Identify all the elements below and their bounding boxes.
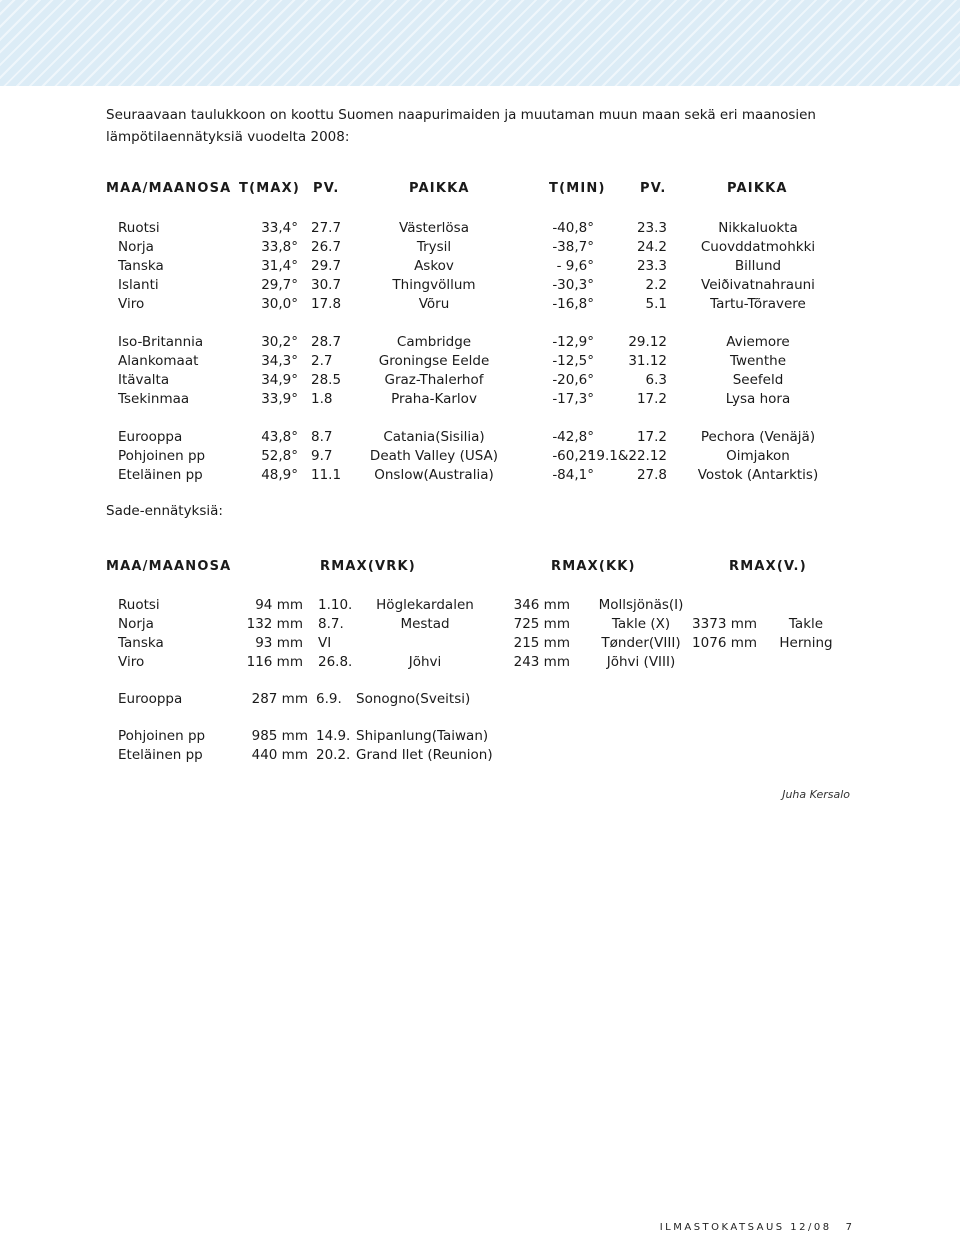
cell-place-max: Graz-Thalerhof (384, 372, 484, 388)
cell-t-min: -60,2° (552, 448, 594, 464)
cell-t-max: 48,9° (261, 467, 298, 483)
table-row (0, 746, 960, 765)
cell-t-min: -12,5° (552, 353, 594, 369)
cell-t-max: 34,3° (261, 353, 298, 369)
cell-t-min: -20,6° (552, 372, 594, 388)
cell-rmax-month: 215 mm (513, 635, 570, 651)
cell-t-min: -40,8° (552, 220, 594, 236)
table-row (0, 615, 960, 634)
cell-country: Ruotsi (118, 597, 160, 613)
cell-place-min: Lysa hora (725, 391, 791, 407)
cell-rmax-year: 1076 mm (692, 635, 757, 651)
cell-t-min: - 9,6° (556, 258, 594, 274)
cell-t-max: 33,8° (261, 239, 298, 255)
cell-place-max: Death Valley (USA) (369, 448, 499, 464)
cell-day-min: 23.3 (636, 220, 667, 236)
cell-rmax-day-date: 6.9. (316, 691, 342, 707)
cell-place-min: Oimjakon (726, 448, 790, 464)
cell-rmax-month: 243 mm (513, 654, 570, 670)
table-row (0, 371, 960, 390)
cell-rmax-day: 985 mm (251, 728, 308, 744)
cell-rmax-month: 346 mm (513, 597, 570, 613)
header-country: MAA/MAANOSA (106, 559, 232, 574)
cell-day-min: 27.8 (636, 467, 667, 483)
cell-day-min: 2.2 (645, 277, 667, 293)
header-banner (0, 0, 960, 86)
header-day-max: PV. (313, 181, 340, 196)
cell-place-min: Tartu-Tõravere (710, 296, 806, 312)
cell-country: Alankomaat (118, 353, 199, 369)
cell-t-min: -12,9° (552, 334, 594, 350)
cell-t-max: 29,7° (261, 277, 298, 293)
cell-t-max: 43,8° (261, 429, 298, 445)
publication-name: ILMASTOKATSAUS 12/08 (659, 1222, 832, 1233)
cell-rmax-day-date: 8.7. (318, 616, 344, 632)
cell-rmax-day-date: 1.10. (318, 597, 353, 613)
cell-country: Ruotsi (118, 220, 160, 236)
cell-place-max: Västerlösa (399, 220, 469, 236)
cell-rmax-day-date: VI (318, 635, 332, 651)
cell-day-min: 17.2 (636, 429, 667, 445)
cell-t-min: -84,1° (552, 467, 594, 483)
header-rmax-month: RMAX(KK) (551, 559, 636, 574)
cell-day-min: 24.2 (636, 239, 667, 255)
cell-place-max: Praha-Karlov (391, 391, 477, 407)
cell-t-max: 52,8° (261, 448, 298, 464)
cell-place-min: Aviemore (726, 334, 790, 350)
header-place-min: PAIKKA (727, 181, 788, 196)
cell-country: Eteläinen pp (118, 747, 203, 763)
cell-rmax-month: 725 mm (513, 616, 570, 632)
cell-rmax-year: 3373 mm (692, 616, 757, 632)
cell-t-max: 31,4° (261, 258, 298, 274)
cell-rmax-day-date: 26.8. (318, 654, 353, 670)
cell-rmax-day: 93 mm (255, 635, 303, 651)
table-row (0, 690, 960, 709)
cell-place-max: Thingvöllum (392, 277, 476, 293)
cell-rmax-day: 287 mm (251, 691, 308, 707)
cell-day-max: 30.7 (311, 277, 342, 293)
table-row (0, 390, 960, 409)
cell-country: Eurooppa (118, 691, 183, 707)
table-row (0, 276, 960, 295)
cell-place-max: Askov (414, 258, 454, 274)
table-row (0, 634, 960, 653)
cell-country: Pohjoinen pp (118, 728, 206, 744)
cell-country: Eteläinen pp (118, 467, 203, 483)
rain-records-title: Sade-ennätyksiä: (106, 503, 223, 519)
cell-country: Eurooppa (118, 429, 183, 445)
table-row (0, 466, 960, 485)
cell-day-max: 26.7 (311, 239, 342, 255)
cell-day-min: 5.1 (645, 296, 667, 312)
cell-t-min: -38,7° (552, 239, 594, 255)
cell-t-max: 33,4° (261, 220, 298, 236)
cell-rmax-day-place: Jõhvi (408, 654, 442, 670)
cell-rmax-day-date: 20.2. (316, 747, 351, 763)
cell-place-min: Vostok (Antarktis) (697, 467, 819, 483)
cell-day-min: 23.3 (636, 258, 667, 274)
cell-t-min: -30,3° (552, 277, 594, 293)
cell-day-max: 29.7 (311, 258, 342, 274)
cell-rmax-day: 132 mm (246, 616, 303, 632)
cell-day-min: 17.2 (636, 391, 667, 407)
cell-country: Iso-Britannia (118, 334, 204, 350)
cell-rmax-month-place: Jõhvi (VIII) (606, 654, 676, 670)
cell-t-min: -17,3° (552, 391, 594, 407)
cell-rmax-day: 116 mm (246, 654, 303, 670)
table-row (0, 238, 960, 257)
table-row (0, 447, 960, 466)
cell-t-max: 33,9° (261, 391, 298, 407)
table-row (0, 428, 960, 447)
page-number: 7 (845, 1222, 852, 1233)
table-row (0, 653, 960, 672)
cell-country: Pohjoinen pp (118, 448, 206, 464)
cell-rmax-day-place: Grand Ilet (Reunion) (356, 747, 493, 763)
cell-day-min: 29.12 (628, 334, 667, 350)
cell-country: Viro (118, 296, 145, 312)
cell-place-max: Trysil (416, 239, 452, 255)
cell-place-min: Veiðivatnahrauni (701, 277, 815, 293)
cell-place-min: Pechora (Venäjä) (700, 429, 816, 445)
table-row (0, 352, 960, 371)
cell-place-max: Onslow(Australia) (374, 467, 494, 483)
cell-rmax-year-place: Takle (788, 616, 824, 632)
cell-country: Islanti (118, 277, 159, 293)
cell-day-max: 8.7 (311, 429, 333, 445)
table-row (0, 727, 960, 746)
cell-rmax-month-place: Mollsjönäs(I) (598, 597, 684, 613)
header-rmax-year: RMAX(V.) (729, 559, 807, 574)
cell-t-min: -16,8° (552, 296, 594, 312)
cell-place-max: Võru (418, 296, 450, 312)
cell-place-max: Groningse Eelde (378, 353, 490, 369)
cell-place-min: Twenthe (729, 353, 787, 369)
table-row (0, 219, 960, 238)
cell-t-max: 30,2° (261, 334, 298, 350)
cell-place-max: Catania(Sisilia) (383, 429, 485, 445)
cell-day-max: 28.5 (311, 372, 342, 388)
cell-country: Viro (118, 654, 145, 670)
header-place-max: PAIKKA (409, 181, 470, 196)
cell-place-min: Nikkaluokta (718, 220, 798, 236)
cell-day-max: 2.7 (311, 353, 333, 369)
cell-day-max: 28.7 (311, 334, 342, 350)
cell-rmax-day: 94 mm (255, 597, 303, 613)
cell-country: Norja (118, 239, 154, 255)
cell-country: Tanska (118, 635, 164, 651)
cell-rmax-day-place: Shipanlung(Taiwan) (356, 728, 489, 744)
intro-text: Seuraavaan taulukkoon on koottu Suomen naapurimaiden ja muutaman muun maan sekä eri maanosien lämpötilaennätyksiä vuodelta 2008: (106, 107, 816, 145)
cell-rmax-day: 440 mm (251, 747, 308, 763)
cell-day-min: 19.1&22.12 (587, 448, 667, 464)
cell-country: Itävalta (118, 372, 170, 388)
header-country: MAA/MAANOSA (106, 181, 232, 196)
cell-country: Tanska (118, 258, 164, 274)
header-tmax: T(MAX) (239, 181, 300, 196)
cell-day-max: 11.1 (311, 467, 342, 483)
author-signature: Juha Kersalo (782, 788, 850, 801)
cell-day-max: 27.7 (311, 220, 342, 236)
table-row (0, 295, 960, 314)
cell-rmax-day-place: Mestad (400, 616, 450, 632)
cell-country: Tsekinmaa (118, 391, 190, 407)
cell-day-max: 1.8 (311, 391, 333, 407)
header-day-min: PV. (640, 181, 667, 196)
cell-rmax-day-place: Sonogno(Sveitsi) (356, 691, 471, 707)
cell-rmax-month-place: Tønder(VIII) (601, 635, 681, 651)
cell-t-min: -42,8° (552, 429, 594, 445)
cell-place-min: Cuovddatmohkki (700, 239, 816, 255)
table-row (0, 596, 960, 615)
cell-rmax-month-place: Takle (X) (611, 616, 671, 632)
cell-rmax-day-place: Höglekardalen (376, 597, 474, 613)
cell-place-max: Cambridge (396, 334, 472, 350)
cell-day-min: 31.12 (628, 353, 667, 369)
cell-rmax-year-place: Herning (779, 635, 833, 651)
cell-day-min: 6.3 (645, 372, 667, 388)
cell-country: Norja (118, 616, 154, 632)
page-footer (660, 1222, 852, 1233)
cell-t-max: 34,9° (261, 372, 298, 388)
cell-rmax-day-date: 14.9. (316, 728, 351, 744)
cell-place-min: Billund (734, 258, 782, 274)
cell-place-min: Seefeld (732, 372, 784, 388)
header-rmax-day: RMAX(VRK) (320, 559, 416, 574)
cell-t-max: 30,0° (261, 296, 298, 312)
table-row (0, 333, 960, 352)
header-tmin: T(MIN) (549, 181, 606, 196)
cell-day-max: 17.8 (311, 296, 342, 312)
table-row (0, 257, 960, 276)
cell-day-max: 9.7 (311, 448, 333, 464)
